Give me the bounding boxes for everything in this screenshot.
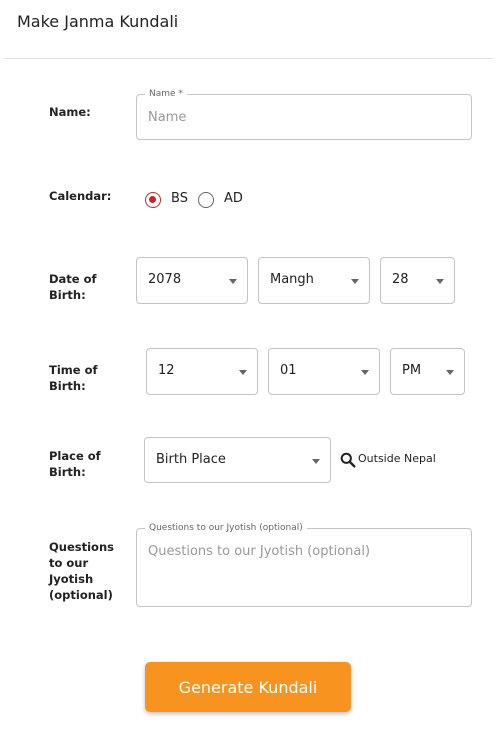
calendar-label: Calendar: xyxy=(49,189,112,203)
dob-day-select[interactable]: 28 xyxy=(380,257,455,304)
dob-year-select[interactable]: 2078 xyxy=(136,257,248,304)
tob-ampm-select[interactable]: PM xyxy=(390,348,465,395)
dob-month-select[interactable]: Mangh xyxy=(258,257,370,304)
divider xyxy=(4,58,493,59)
chevron-down-icon xyxy=(351,279,359,284)
name-float-label: Name * xyxy=(145,88,187,100)
chevron-down-icon xyxy=(361,370,369,375)
generate-kundali-button[interactable]: Generate Kundali xyxy=(145,662,351,712)
page-title: Make Janma Kundali xyxy=(17,12,179,31)
questions-textarea[interactable] xyxy=(136,523,472,607)
chevron-down-icon xyxy=(229,279,237,284)
radio-ad-label[interactable]: AD xyxy=(224,191,243,206)
tob-minute-select[interactable]: 01 xyxy=(268,348,380,395)
tob-label: Time of Birth: xyxy=(49,363,98,393)
radio-bs-label[interactable]: BS xyxy=(171,191,188,206)
dob-label: Date of Birth: xyxy=(49,272,97,302)
questions-float-label: Questions to our Jyotish (optional) xyxy=(145,522,307,534)
chevron-down-icon xyxy=(446,370,454,375)
questions-placeholder: Questions to our Jyotish (optional) xyxy=(148,544,371,559)
search-icon xyxy=(340,452,356,468)
radio-bs[interactable] xyxy=(145,192,161,208)
radio-ad[interactable] xyxy=(198,192,214,208)
chevron-down-icon xyxy=(312,459,320,464)
name-placeholder: Name xyxy=(148,110,187,125)
questions-label: Questions to our Jyotish (optional) xyxy=(49,540,114,602)
name-input[interactable] xyxy=(136,89,472,140)
birth-place-select[interactable]: Birth Place xyxy=(144,437,331,483)
chevron-down-icon xyxy=(436,279,444,284)
chevron-down-icon xyxy=(239,370,247,375)
pob-label: Place of Birth: xyxy=(49,449,101,479)
name-label: Name: xyxy=(49,105,91,119)
tob-hour-select[interactable]: 12 xyxy=(146,348,258,395)
